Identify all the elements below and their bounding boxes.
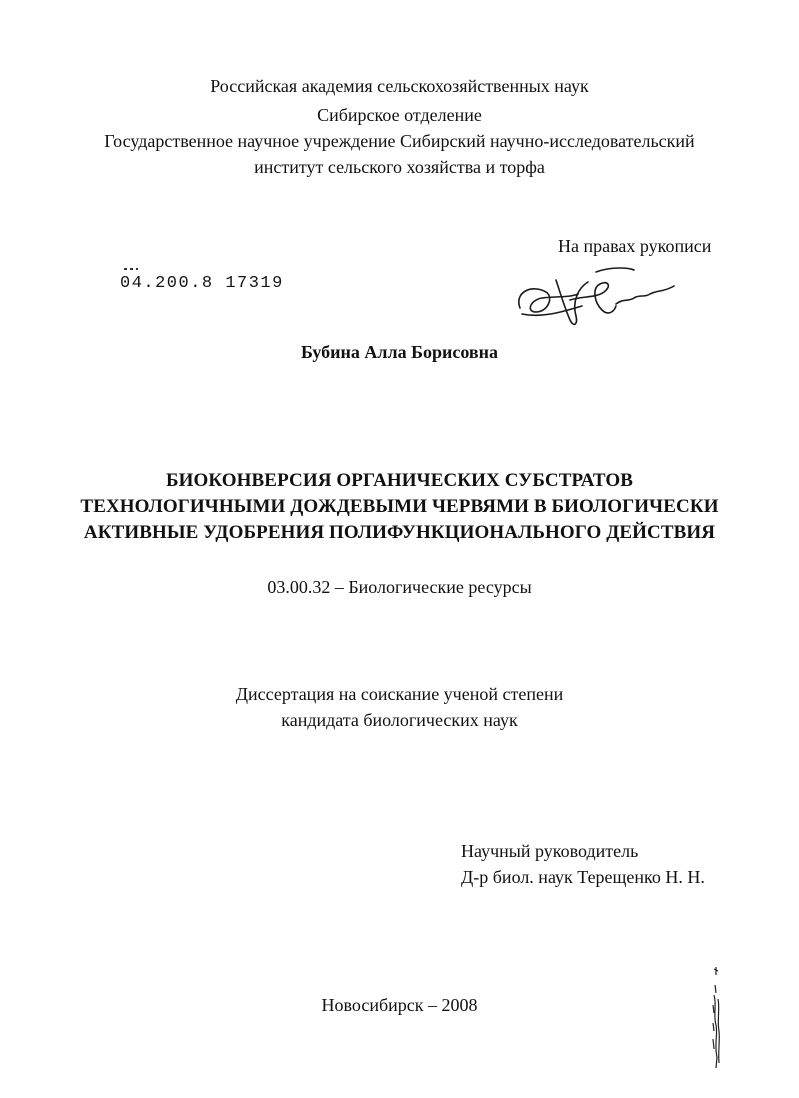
title-line-2: ТЕХНОЛОГИЧНЫМИ ДОЖДЕВЫМИ ЧЕРВЯМИ В БИОЛОГИЧЕСКИ <box>80 496 719 517</box>
registry-stamp: 04.200.8 17319 <box>120 274 284 293</box>
header-institute: институт сельского хозяйства и торфа <box>254 157 545 177</box>
degree-line-2: кандидата биологических наук <box>281 710 518 730</box>
signature <box>512 262 682 332</box>
header-branch: Сибирское отделение <box>317 105 482 125</box>
stamp-dash <box>124 268 138 270</box>
advisor-label: Научный руководитель <box>461 841 639 861</box>
degree-line-1: Диссертация на соискание ученой степени <box>235 684 564 704</box>
header-institution: Государственное научное учреждение Сибирский научно-исследовательский <box>104 131 695 151</box>
rights-note: На правах рукописи <box>558 236 712 256</box>
specialty-code: 03.00.32 – Биологические ресурсы <box>267 577 532 597</box>
city-year: Новосибирск – 2008 <box>321 995 478 1015</box>
author-name: Бубина Алла Борисовна <box>300 342 499 362</box>
header-academy: Российская академия сельскохозяйственных наук <box>210 76 589 96</box>
advisor-name: Д-р биол. наук Терещенко Н. Н. <box>461 867 705 887</box>
binding-mark <box>708 965 722 1070</box>
title-line-1: БИОКОНВЕРСИЯ ОРГАНИЧЕСКИХ СУБСТРАТОВ <box>165 470 634 491</box>
title-line-3: АКТИВНЫЕ УДОБРЕНИЯ ПОЛИФУНКЦИОНАЛЬНОГО ДЕЙСТВИЯ <box>83 522 716 543</box>
